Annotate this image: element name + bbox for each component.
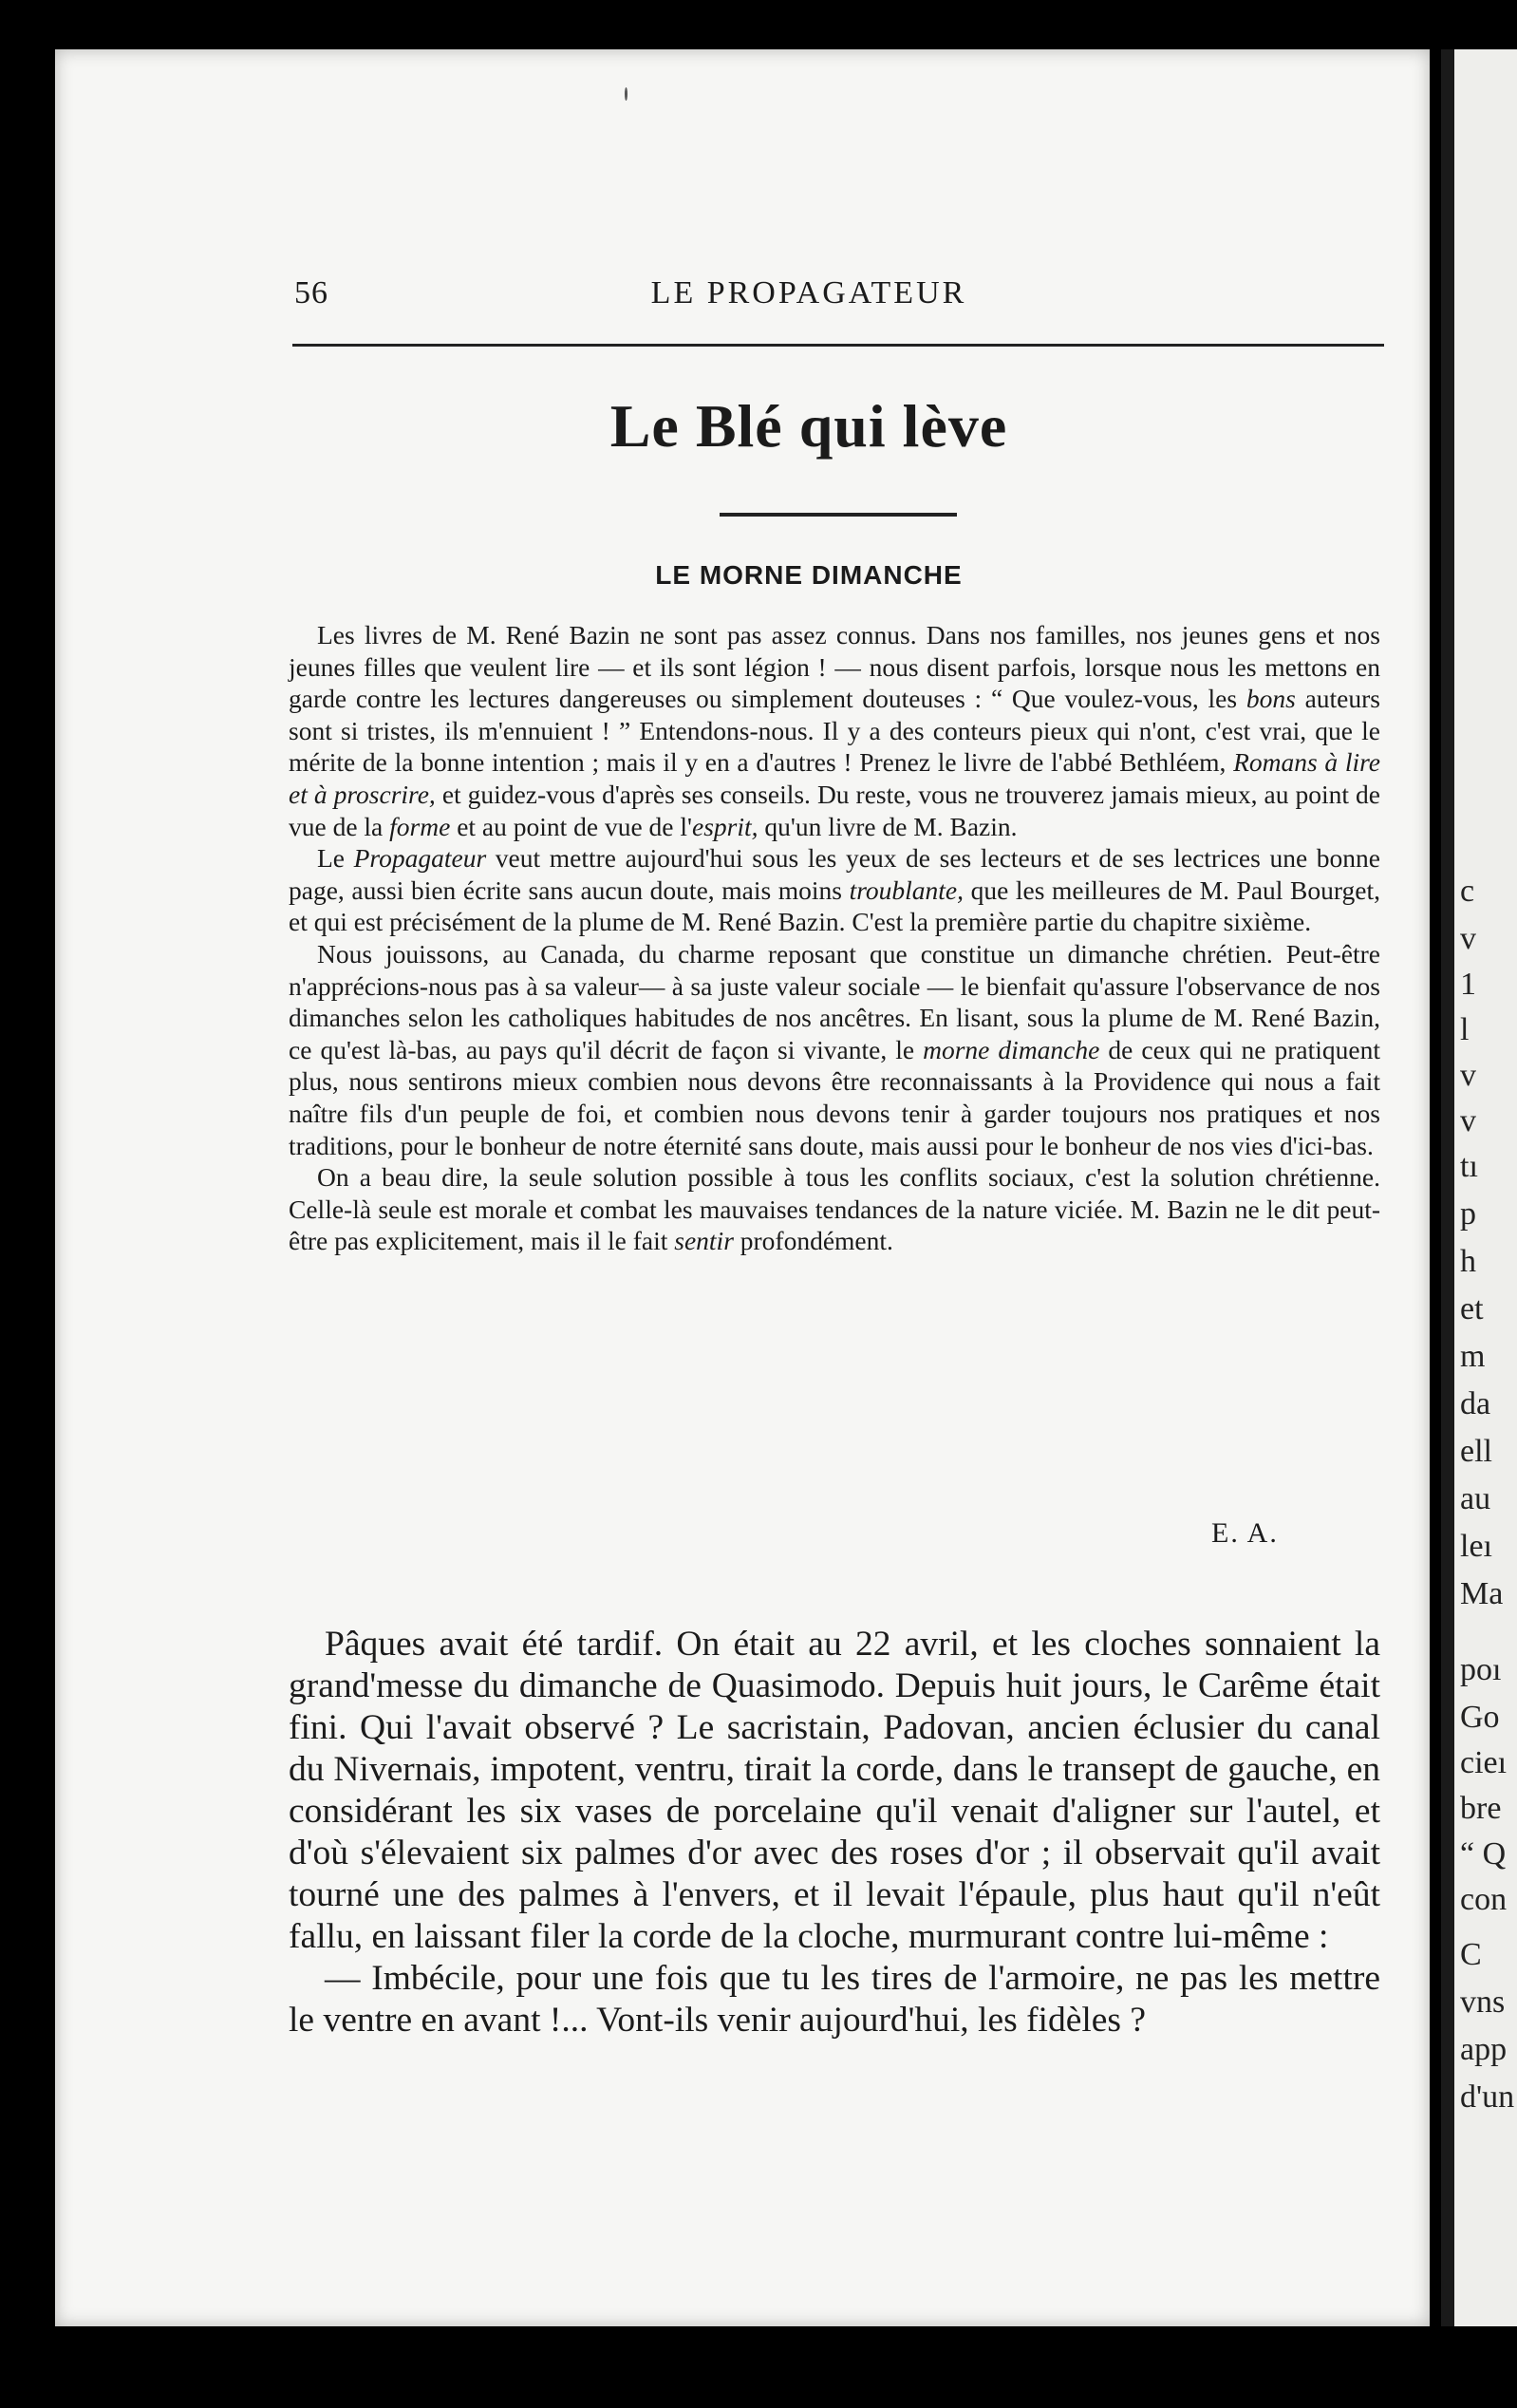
adjacent-page-fragment: tı [1460,1149,1478,1184]
journal-name: LE PROPAGATEUR [650,275,967,310]
running-head [234,220,1384,310]
adjacent-page-fragment: c [1460,874,1475,909]
adjacent-page-fragment: leı [1460,1529,1492,1564]
adjacent-page-edge [1441,49,1517,2326]
adjacent-page-fragment: vns [1460,1985,1506,2020]
adjacent-page-fragment: con [1460,1882,1508,1917]
adjacent-page-fragment: l [1460,1012,1470,1047]
story-text [289,1624,1380,2041]
adjacent-page-fragment: et [1460,1291,1484,1326]
adjacent-page-fragment: C [1460,1937,1482,1972]
adjacent-page-fragment: Go [1460,1700,1500,1735]
signature: E. A. [1211,1517,1279,1549]
adjacent-page-fragment: cieı [1460,1745,1508,1780]
story-paragraph: — Imbécile, pour une fois que tu les tires de l'armoire, ne pas les mettre le ventre en avant !... Vont-ils venir aujourd'hui, les fidèles ? [289,1959,1380,2040]
adjacent-page-fragment: h [1460,1244,1476,1279]
adjacent-page-fragment: ell [1460,1434,1492,1469]
adjacent-page-fragment: m [1460,1339,1486,1374]
section-heading: LE MORNE DIMANCHE [655,560,963,590]
adjacent-page-fragment: bre [1460,1791,1502,1826]
adjacent-page-fragment: d'un [1460,2079,1515,2115]
adjacent-page-fragment: Ma [1460,1576,1504,1611]
adjacent-page-fragment: da [1460,1386,1491,1421]
article-title: Le Blé qui lève [609,392,1008,460]
story-paragraph: Pâques avait été tardif. On était au 22 avril, et les cloches sonnaient la grand'messe du dimanche de Quasimodo. Depuis huit jours, le Carême était fini. Qui l'avait observé ? Le sacristain, Padovan, ancien éclusier du canal du Nivernais, impotent, ventru, tirait la corde, dans le transept de gauche, en considérant les six vases de porcelaine qu'il venait d'aligner sur l'autel, et d'où s'élevaient six palmes d'or avec des roses d'or ; il observait qu'il avait tourné une des palmes à l'envers, et il levait l'épaule, plus haut qu'il n'eût fallu, en laissant filer la corde de la cloche, murmurant contre lui-même : [289,1625,1380,1956]
intro-paragraph: Les livres de M. René Bazin ne sont pas assez connus. Dans nos familles, nos jeunes gens et nos jeunes filles que veulent lire — et ils sont légion ! — nous disent parfois, lorsque nous les mettons en garde contre les lectures dangereuses ou simplement douteuses : “ Que voulez-vous, les bons auteurs sont si tristes, ils m'ennuient ! ” Entendons-nous. Il y a des conteurs pieux qui n'ont, c'est vrai, que le mérite de la bonne intention ; mais il y en a d'autres ! Prenez le livre de l'abbé Bethléem, Romans à lire et à proscrire, et guidez-vous d'après ses conseils. Du reste, vous ne trouverez jamais mieux, au point de vue de la forme et au point de vue de l'esprit, qu'un livre de M. Bazin. [289,620,1381,841]
scan-speck [625,87,627,101]
intro-paragraph: Nous jouissons, au Canada, du charme reposant que constitue un dimanche chrétien. Peut-être n'apprécions-nous pas à sa valeur— à sa juste valeur sociale — le bienfait qu'assure l'observance de nos dimanches selon les catholiques habitudes de nos ancêtres. En lisant, sous la plume de M. René Bazin, ce qu'est là-bas, au pays qu'il décrit de façon si vivante, le morne dimanche de ceux qui ne pratiquent plus, nous sentirons mieux combien nous devons être reconnaissants à la Providence qui nous a fait naître fils d'un peuple de foi, et combien nous devons tenir à garder toujours nos pratiques et nos traditions, pour le bonheur de notre éternité sans doute, mais aussi pour le bonheur de nos vies d'ici-bas. [289,938,1380,1160]
header-rule [292,344,1384,347]
book-page [55,49,1430,2326]
adjacent-page-fragment: poı [1460,1652,1502,1687]
adjacent-page-fragment: v [1460,1058,1476,1093]
page-number: 56 [294,275,328,310]
intro-paragraph: Le Propagateur veut mettre aujourd'hui sous les yeux de ses lecteurs et de ses lectrices une bonne page, aussi bien écrite sans aucun doute, mais moins troublante, que les meilleures de M. Paul Bourget, et qui est précisément de la plume de M. René Bazin. C'est la première partie du chapitre sixième. [289,843,1380,937]
adjacent-page-fragment: v [1460,921,1476,956]
title-rule [720,513,957,517]
intro-paragraph: On a beau dire, la seule solution possible à tous les conflits sociaux, c'est la solution chrétienne. Celle-là seule est morale et combat les mauvaises tendances de la nature viciée. M. Bazin ne le dit peut-être pas explicitement, mais il le fait sentir profondément. [289,1162,1380,1256]
adjacent-page-fragment: “ Q [1460,1836,1507,1872]
adjacent-page-fragment: app [1460,2032,1508,2067]
adjacent-page-fragment: 1 [1460,967,1476,1002]
adjacent-page-fragment: p [1460,1196,1476,1232]
adjacent-page-fragment: au [1460,1481,1491,1516]
editor-introduction [289,619,1380,1257]
adjacent-page-fragment: v [1460,1103,1476,1138]
